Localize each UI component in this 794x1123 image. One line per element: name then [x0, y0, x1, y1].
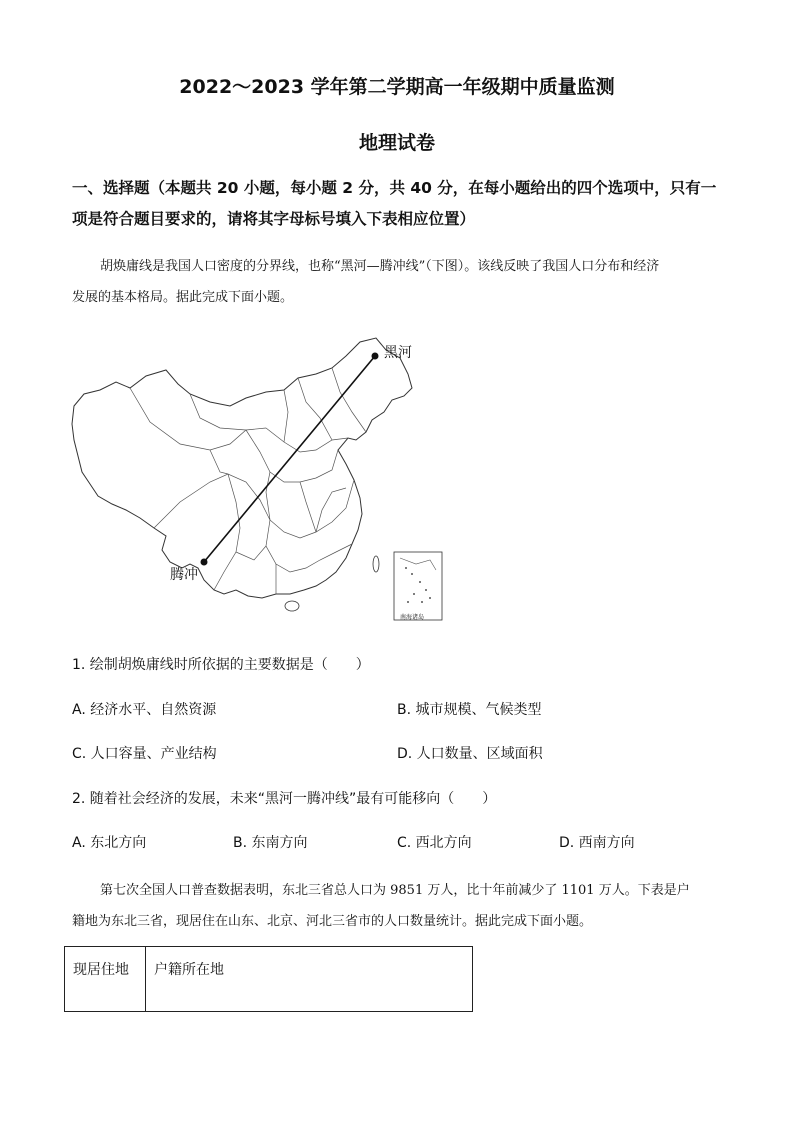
section-heading-line1: 一、选择题（本题共 20 小题，每小题 2 分，共 40 分，在每小题给出的四个选项中，只有一 — [72, 179, 717, 197]
passage2-line1: 第七次全国人口普查数据表明，东北三省总人口为 9851 万人，比十年前减少了 1101 万人。下表是户 — [100, 883, 690, 898]
population-table — [64, 946, 473, 1012]
question-1-option-b[interactable]: B. 城市规模、气候类型 — [397, 702, 542, 718]
passage1-line2: 发展的基本格局。据此完成下面小题。 — [72, 290, 294, 305]
hu-line — [204, 356, 375, 562]
china-map-figure — [70, 332, 450, 628]
passage2-line2: 籍地为东北三省，现居住在山东、北京、河北三省市的人口数量统计。据此完成下面小题。 — [72, 914, 593, 929]
tengchong-point — [201, 559, 208, 566]
label-heihe: 黑河 — [384, 345, 412, 361]
exam-title: 2022～2023 学年第二学期高一年级期中质量监测 — [179, 76, 615, 98]
question-2-option-c[interactable]: C. 西北方向 — [397, 835, 472, 851]
question-1-stem: 1. 绘制胡焕庸线时所依据的主要数据是（ ） — [72, 657, 370, 673]
province-borders — [130, 368, 366, 594]
question-2-option-b[interactable]: B. 东南方向 — [233, 835, 308, 851]
table-header-residence: 现居住地 — [65, 947, 146, 1012]
question-2-option-d[interactable]: D. 西南方向 — [559, 835, 635, 851]
hainan-island — [285, 601, 299, 611]
heihe-point — [372, 353, 379, 360]
passage1-line1: 胡焕庸线是我国人口密度的分界线，也称“黑河—腾冲线”（下图）。该线反映了我国人口分布和经济 — [100, 259, 660, 274]
question-2-option-a[interactable]: A. 东北方向 — [72, 835, 147, 851]
question-1-option-d[interactable]: D. 人口数量、区域面积 — [397, 746, 543, 762]
question-1-option-a[interactable]: A. 经济水平、自然资源 — [72, 702, 217, 718]
taiwan-island — [373, 556, 379, 572]
question-2-stem: 2. 随着社会经济的发展，未来“黑河一腾冲线”最有可能移向（ ） — [72, 791, 497, 807]
label-tengchong: 腾冲 — [170, 567, 198, 583]
china-outline — [72, 338, 412, 598]
south-china-sea-inset — [394, 552, 442, 620]
table-header-registration: 户籍所在地 — [146, 947, 473, 1012]
section-heading-line2: 项是符合题目要求的，请将其字母标号填入下表相应位置） — [72, 210, 476, 228]
exam-subject: 地理试卷 — [358, 132, 435, 154]
table-header-row — [65, 947, 473, 1012]
question-1-option-c[interactable]: C. 人口容量、产业结构 — [72, 746, 217, 762]
china-map-svg — [70, 332, 450, 628]
label-inset: 南海诸岛 — [400, 614, 425, 621]
